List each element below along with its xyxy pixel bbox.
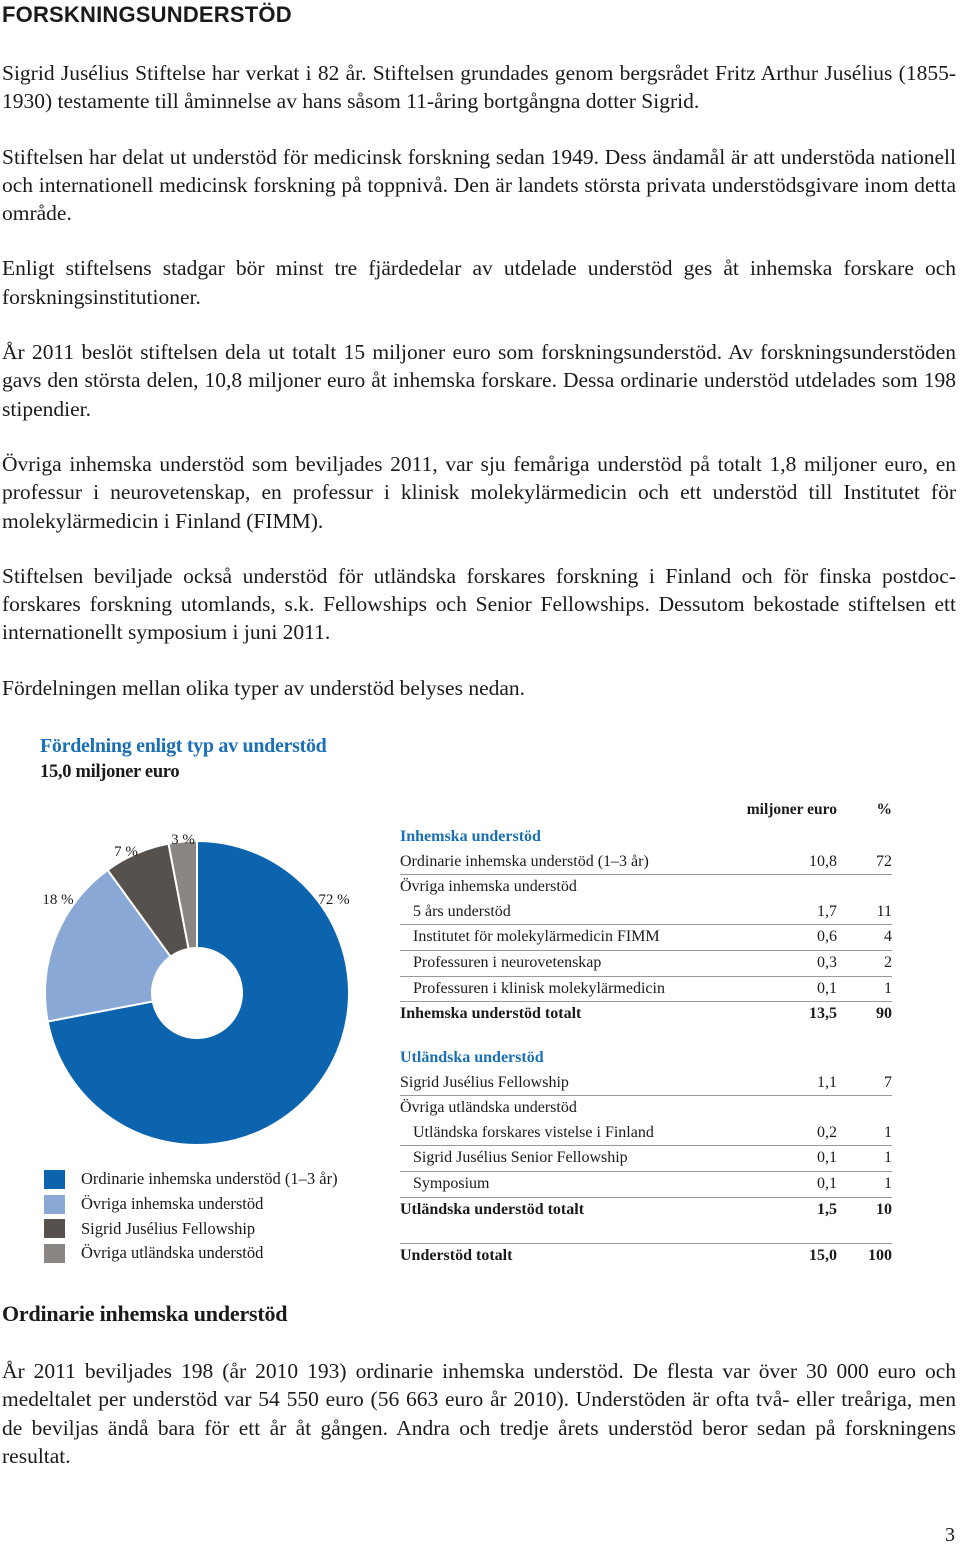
table-row (400, 951, 892, 977)
row-percent: 1 (884, 1174, 892, 1192)
table-row (400, 1146, 892, 1172)
row-percent: 1 (884, 1149, 892, 1167)
row-label: Utländska forskares vistelse i Finland (413, 1123, 654, 1141)
row-label: Symposium (413, 1174, 490, 1192)
column-header-value: miljoner euro (746, 801, 837, 818)
row-percent: 2 (884, 953, 892, 971)
row-label: Ordinarie inhemska understöd (1–3 år) (400, 852, 649, 870)
paragraph: Övriga inhemska understöd som beviljades 2011, var sju femåriga understöd på totalt 1,8 miljoner euro, en professur i neurovetenskap, en professur i klinisk molekylärmedicin och ett understöd till Institutet för molekylärmedicin i Finland (FIMM). (2, 451, 956, 533)
chart-title: Fördelning enligt typ av understöd (40, 735, 327, 757)
grand-total-row (400, 1243, 892, 1269)
row-label: Utländska understöd totalt (400, 1200, 585, 1218)
row-label: Övriga utländska understöd (400, 1099, 577, 1117)
row-value: 0,1 (817, 1149, 837, 1167)
paragraph: Stiftelsen beviljade också understöd för utländska forskares forskning i Finland och för finska postdoc-forskares forskning utomlands, s.k. Fellowships och Senior Fellowships. Dessutom bekostade stiftelsen ett internationellt symposium i juni 2011. (2, 563, 956, 645)
legend-label: Ordinarie inhemska understöd (1–3 år) (81, 1169, 338, 1189)
section-total-row (400, 1198, 892, 1223)
row-percent: 72 (876, 852, 892, 870)
row-label: Sigrid Jusélius Fellowship (400, 1073, 569, 1091)
chart-legend (44, 1167, 338, 1266)
page-title: FORSKNINGSUNDERSTÖD (2, 2, 292, 27)
table-header-row (400, 800, 892, 820)
row-value: 1,5 (817, 1200, 837, 1218)
row-value: 1,1 (817, 1073, 837, 1091)
row-value: 0,3 (817, 953, 837, 971)
table-row (400, 900, 892, 926)
slice-value-label: 3 % (171, 832, 195, 848)
row-percent: 100 (868, 1247, 892, 1264)
section-title (400, 825, 892, 850)
table-row (400, 1121, 892, 1147)
table-row (400, 1172, 892, 1198)
row-value: 0,2 (817, 1123, 837, 1141)
legend-swatch (44, 1195, 65, 1214)
page-number: 3 (945, 1524, 955, 1546)
slice-value-label: 7 % (114, 844, 138, 860)
legend-item (44, 1167, 338, 1192)
section-title (400, 1046, 892, 1071)
section-title-label: Inhemska understöd (400, 828, 541, 845)
row-value: 10,8 (809, 852, 837, 870)
paragraph: Sigrid Jusélius Stiftelse har verkat i 82 år. Stiftelsen grundades genom bergsrådet Fritz Arthur Jusélius (1855-1930) testamente till åminnelse av hans såsom 11-åring bortgångna dotter Sigrid. (2, 61, 956, 114)
paragraph: År 2011 beslöt stiftelsen dela ut totalt 15 miljoner euro som forskningsunderstöd. Av forskningsunderstöden gavs den största delen, 10,8 miljoner euro åt inhemska forskare. Dessa ordinarie understöd utdelades som 198 stipendier. (2, 340, 956, 421)
paragraph: År 2011 beviljades 198 (år 2010 193) ordinarie inhemska understöd. De flesta var över 30 000 euro och medeltalet per understöd var 54 550 euro (56 663 euro år 2010). Understöden är ofta två- eller treåriga, men de beviljas ändå bara för ett år åt gången. Andra och tredje årets understöd beror sedan på forskningens resultat. (2, 1359, 956, 1468)
row-value: 0,6 (817, 928, 837, 946)
legend-swatch (44, 1219, 65, 1238)
column-header-percent: % (876, 801, 892, 818)
table-section-foreign (400, 1046, 892, 1222)
row-percent: 1 (884, 979, 892, 997)
slice-value-label: 18 % (42, 892, 74, 908)
legend-label: Sigrid Jusélius Fellowship (81, 1218, 256, 1238)
row-percent: 1 (884, 1123, 892, 1141)
section-total-row (400, 1002, 892, 1027)
row-label: Sigrid Jusélius Senior Fellowship (413, 1149, 628, 1167)
intro-text (2, 59, 956, 729)
row-percent: 11 (876, 902, 892, 920)
row-label: Professuren i neurovetenskap (413, 953, 602, 971)
row-value: 15,0 (809, 1247, 837, 1264)
row-percent: 4 (884, 928, 892, 946)
table-row (400, 1071, 892, 1097)
table-section-domestic (400, 825, 892, 1027)
legend-swatch (44, 1244, 65, 1263)
row-label: Understöd totalt (400, 1247, 513, 1264)
legend-item (44, 1192, 338, 1217)
legend-label: Övriga utländska understöd (81, 1243, 264, 1263)
chart-subtitle: 15,0 miljoner euro (40, 762, 180, 782)
section-heading: Ordinarie inhemska understöd (2, 1301, 288, 1326)
paragraph: Enligt stiftelsens stadgar bör minst tre fjärdedelar av utdelade understöd ges åt inhemska forskare och forskningsinstitutioner. (2, 256, 956, 309)
row-value: 0,1 (817, 1174, 837, 1192)
legend-item (44, 1241, 338, 1266)
bottom-text (2, 1357, 956, 1470)
row-label: Övriga inhemska understöd (400, 878, 577, 896)
legend-label: Övriga inhemska understöd (81, 1194, 264, 1214)
table-row (400, 1096, 892, 1121)
row-percent: 10 (876, 1200, 892, 1218)
table-row (400, 875, 892, 900)
table-row (400, 850, 892, 876)
row-label: Institutet för molekylärmedicin FIMM (413, 928, 660, 946)
legend-item (44, 1216, 338, 1241)
row-value: 13,5 (809, 1005, 837, 1023)
row-label: 5 års understöd (413, 902, 511, 920)
slice-value-label: 72 % (318, 892, 350, 908)
section-title-label: Utländska understöd (400, 1049, 544, 1066)
table-header (400, 800, 892, 820)
donut-chart (0, 800, 380, 1160)
row-value: 1,7 (817, 902, 837, 920)
row-label: Inhemska understöd totalt (400, 1005, 582, 1023)
row-value: 0,1 (817, 979, 837, 997)
table-grand-total (400, 1243, 892, 1269)
row-label: Professuren i klinisk molekylärmedicin (413, 979, 665, 997)
row-percent: 7 (884, 1073, 892, 1091)
table-row (400, 977, 892, 1003)
table-row (400, 925, 892, 951)
legend-swatch (44, 1170, 65, 1189)
row-percent: 90 (876, 1005, 892, 1023)
paragraph: Stiftelsen har delat ut understöd för medicinsk forskning sedan 1949. Dess ändamål är att understöda nationell och internationell medicinsk forskning på toppnivå. Den är landets största privata understödsgivare inom detta område. (2, 144, 956, 226)
paragraph: Fördelningen mellan olika typer av understöd belyses nedan. (2, 675, 526, 700)
